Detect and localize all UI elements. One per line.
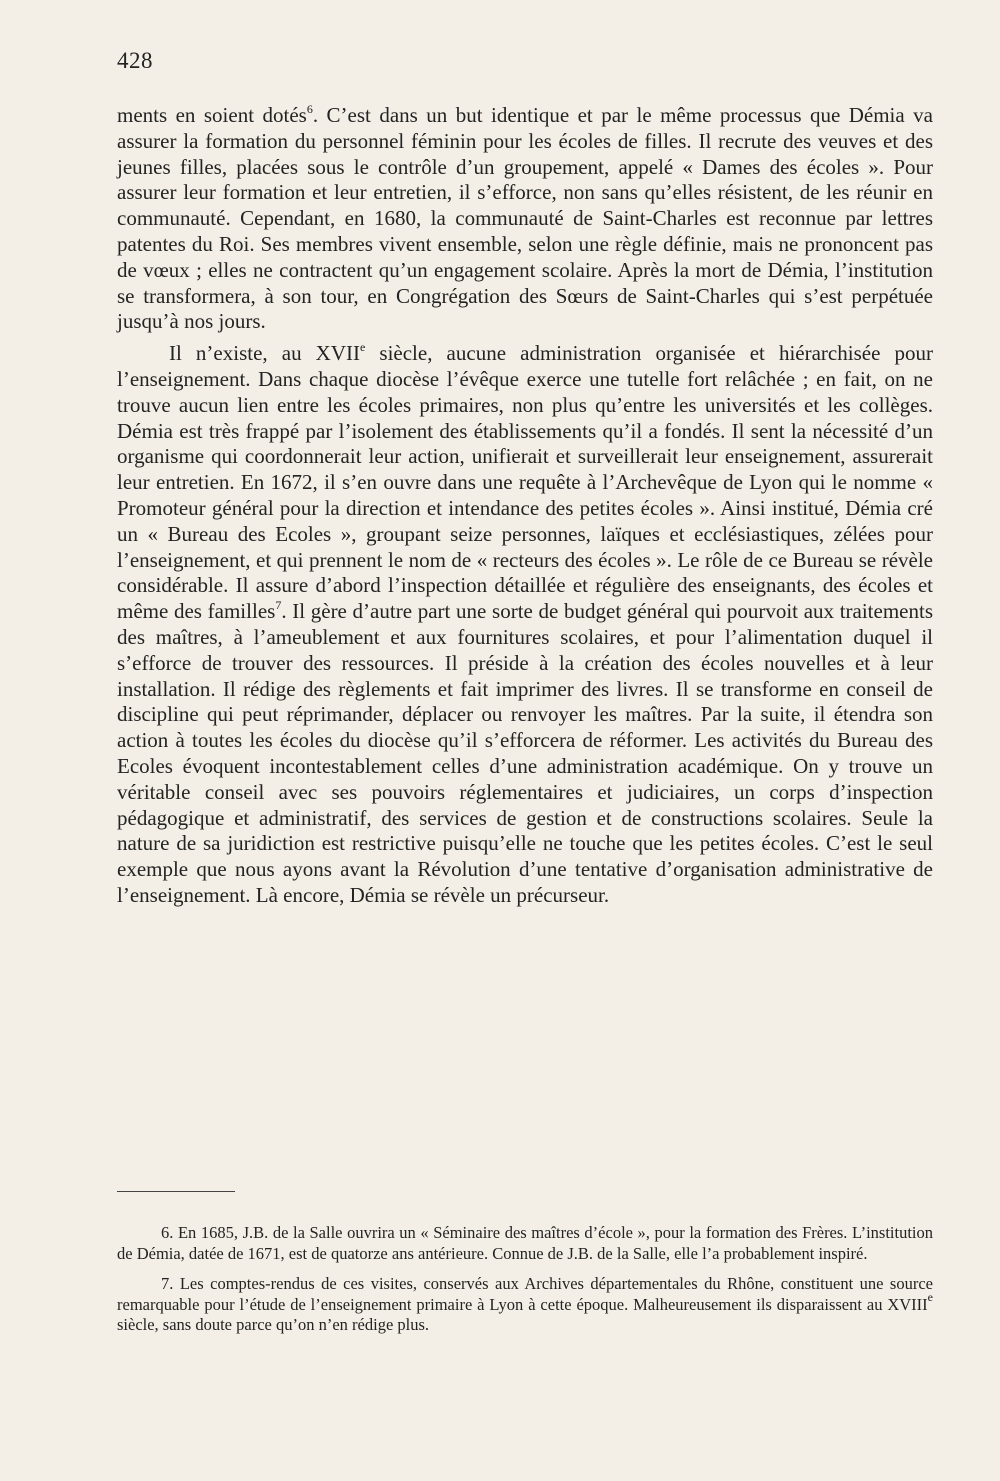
footnote [117,1274,933,1336]
paragraph [117,103,933,335]
footnote: 6. En 1685, J.B. de la Salle ouvrira un « Séminaire des maîtres d’école », pour la formation des Frères. L’institution de Démia, datée de 1671, est de quatorze ans antérieure. Connue de J.B. de la Salle, elle l’a probablement inspiré. [117,1223,933,1263]
body-text [117,103,933,909]
text-run: 7. Les comptes-rendus de ces visites, conservés aux Archives départementales du Rhône, constituent une source remarquable pour l’étude de l’enseignement primaire à Lyon à cette époque. Malheureusement ils disparaissent au XVIII [117,1274,933,1314]
text-run: ments en soient dotés [117,103,307,127]
footnotes [117,1223,933,1336]
text-run: siècle, aucune administration organisée et hiérarchisée pour l’enseignement. Dans chaque diocèse l’évêque exerce une tutelle fort relâchée ; en fait, on ne trouve aucun lien entre les écoles primaires, non plus qu’entre les universités et les collèges. Démia est très frappé par l’isolement des établissements qu’il a fondés. Il sent la nécessité d’un organisme qui coordonnerait leur action, unifierait et surveillerait leur enseignement, assurerait leur entretien. En 1672, il s’en ouvre dans une requête à l’Archevêque de Lyon qui le nomme « Promoteur général pour la direction et intendance des petites écoles ». Ainsi institué, Démia cré un « Bureau des Ecoles », groupant seize personnes, laïques et ecclésiastiques, zélées pour l’enseignement, et qui prennent le nom de « recteurs des écoles ». Le rôle de ce Bureau se révèle considérable. Il assure d’abord l’inspection détaillée et régulière des enseignants, des écoles et même des familles [117,341,933,624]
footnote-reference: 7 [275,598,282,613]
paragraph [117,341,933,909]
superscript-e: e [359,340,366,355]
text-run: . Il gère d’autre part une sorte de budget général qui pourvoit aux traitements des maîtres, à l’ameublement et aux fournitures scolaires, et pour l’alimentation duquel il s’efforce de trouver des ressources. Il préside à la création des écoles nouvelles et à leur installation. Il rédige des règlements et fait imprimer des livres. Il se transforme en conseil de discipline qui peut réprimander, déplacer ou renvoyer les maîtres. Par la suite, il étendra son action à toutes les écoles du diocèse qu’il s’efforcera de réformer. Les activités du Bureau des Ecoles évoquent incontestablement celles d’une administration académique. On y trouve un véritable conseil avec ses pouvoirs réglementaires et judiciaires, un corps d’inspection pédagogique et administratif, des services de gestion et de constructions scolaires. Seule la nature de sa juridiction est restrictive puisqu’elle ne touche que les petites écoles. C’est le seul exemple que nous ayons avant la Révolution d’une tentative d’organisation administrative de l’enseignement. Là encore, Démia se révèle un précurseur. [117,599,933,907]
footnote-separator [117,1191,235,1192]
text-run: Il n’existe, au XVII [169,341,360,366]
text-run: siècle, sans doute parce qu’on n’en rédige plus. [117,1315,430,1335]
footnote-reference: 6 [306,102,313,116]
text-run: . C’est dans un but identique et par le même processus que Démia va assurer la formation du personnel féminin pour les écoles de filles. Il recrute des veuves et des jeunes filles, placées sous le contrôle d’un groupement, appelé « Dames des écoles ». Pour assurer leur formation et leur entretien, il s’efforce, non sans qu’elles résistent, de les réunir en communauté. Cependant, en 1680, la communauté de Saint-Charles est reconnue par lettres patentes du Roi. Ses membres vivent ensemble, selon une règle définie, mais ne prononcent pas de vœux ; elles ne contractent qu’un engagement scolaire. Après la mort de Démia, l’institution se transformera, à son tour, en Congrégation des Sœurs de Saint-Charles qui s’est perpétuée jusqu’à nos jours. [117,103,933,334]
page-number: 428 [117,48,153,73]
superscript-e: e [927,1289,933,1304]
